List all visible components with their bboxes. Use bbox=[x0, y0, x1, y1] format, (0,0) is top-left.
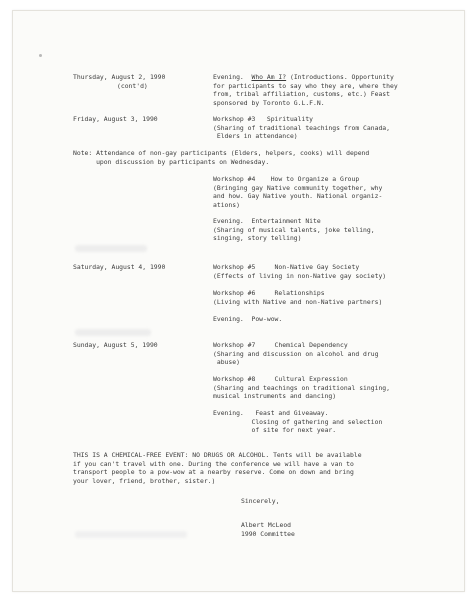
desc-line: for participants to say who they are, where they bbox=[213, 81, 398, 90]
desc-line: (Introductions. Opportunity bbox=[289, 73, 394, 81]
closing-line: transport people to a pow-wow at a nearby reserve. Come on down and bring bbox=[73, 468, 354, 477]
faded-smudge bbox=[75, 245, 147, 252]
evening-powwow: Evening. Pow-wow. bbox=[213, 315, 283, 323]
desc-line: from, tribal affiliation, customs, etc.) Feast bbox=[213, 90, 390, 99]
evening-entertainment bbox=[213, 217, 375, 243]
workshop-title: Workshop #4 How to Organize a Group bbox=[213, 175, 360, 183]
desc-line: (Effects of living in non-Native gay society) bbox=[213, 271, 387, 280]
evening-feast bbox=[213, 409, 382, 435]
workshop-3 bbox=[213, 115, 390, 141]
date-friday: Friday, August 3, 1990 bbox=[73, 115, 158, 123]
closing-paragraph bbox=[73, 451, 362, 485]
signoff: Sincerely, bbox=[241, 497, 280, 505]
attendance-note bbox=[73, 149, 369, 166]
workshop-7 bbox=[213, 341, 378, 367]
who-am-i-title: Who Am I? bbox=[251, 73, 287, 81]
paper-mark bbox=[39, 54, 42, 57]
desc-line: singing, story telling) bbox=[213, 234, 302, 243]
date-sunday: Sunday, August 5, 1990 bbox=[73, 341, 158, 349]
desc-line: (Sharing and discussion on alcohol and drug bbox=[213, 349, 379, 358]
faded-smudge bbox=[75, 531, 187, 538]
signer-name: Albert McLeod bbox=[241, 521, 292, 529]
desc-line: (Sharing of musical talents, joke telling, bbox=[213, 225, 375, 234]
workshop-8 bbox=[213, 375, 390, 401]
desc-line: musical instruments and dancing) bbox=[213, 392, 337, 401]
desc-line: of site for next year. bbox=[213, 426, 337, 435]
workshop-title: Workshop #3 Spirituality bbox=[213, 115, 314, 123]
closing-line: your lover, friend, brother, sister.) bbox=[73, 476, 216, 485]
document-page bbox=[12, 10, 465, 592]
workshop-5 bbox=[213, 263, 386, 280]
desc-line: ations) bbox=[213, 200, 240, 209]
desc-line: Closing of gathering and selection bbox=[213, 417, 383, 426]
signer-title: 1990 Committee bbox=[241, 529, 295, 538]
closing-line: THIS IS A CHEMICAL-FREE EVENT: NO DRUGS OR ALCOHOL. Tents will be available bbox=[73, 451, 362, 459]
evening-lead: Evening. bbox=[213, 73, 244, 81]
desc-line: (Living with Native and non-Native partners) bbox=[213, 297, 383, 306]
desc-line: (Bringing gay Native community together, why bbox=[213, 183, 383, 192]
signature-block bbox=[241, 521, 295, 538]
desc-line: sponsored by Toronto G.L.F.N. bbox=[213, 98, 325, 107]
evening-title: Evening. Entertainment Nite bbox=[213, 217, 321, 225]
workshop-title: Workshop #5 Non-Native Gay Society bbox=[213, 263, 360, 271]
workshop-4 bbox=[213, 175, 382, 209]
desc-line: and how. Gay Native youth. National organiz- bbox=[213, 192, 383, 201]
note-line: upon discussion by participants on Wednesday. bbox=[73, 157, 270, 166]
workshop-title: Workshop #6 Relationships bbox=[213, 289, 325, 297]
date-saturday: Saturday, August 4, 1990 bbox=[73, 263, 166, 271]
workshop-title: Workshop #8 Cultural Expression bbox=[213, 375, 348, 383]
note-line: Note: Attendance of non-gay participants (Elders, helpers, cooks) will depend bbox=[73, 149, 370, 157]
closing-line: if you can't travel with one. During the conference we will have a van to bbox=[73, 459, 354, 468]
thursday-evening bbox=[213, 73, 398, 107]
date-label: Thursday, August 2, 1990 bbox=[73, 73, 166, 81]
desc-line: (Sharing of traditional teachings from Canada, bbox=[213, 123, 390, 132]
date-thursday bbox=[73, 73, 165, 82]
desc-line: Elders in attendance) bbox=[213, 132, 298, 141]
faded-smudge bbox=[75, 329, 151, 336]
workshop-title: Workshop #7 Chemical Dependency bbox=[213, 341, 348, 349]
workshop-6 bbox=[213, 289, 382, 306]
date-thursday-suffix: (cont'd) bbox=[117, 81, 148, 90]
desc-line: (Sharing and teachings on traditional singing, bbox=[213, 383, 390, 392]
desc-line: abuse) bbox=[213, 358, 240, 367]
evening-title: Evening. Feast and Giveaway. bbox=[213, 409, 329, 417]
